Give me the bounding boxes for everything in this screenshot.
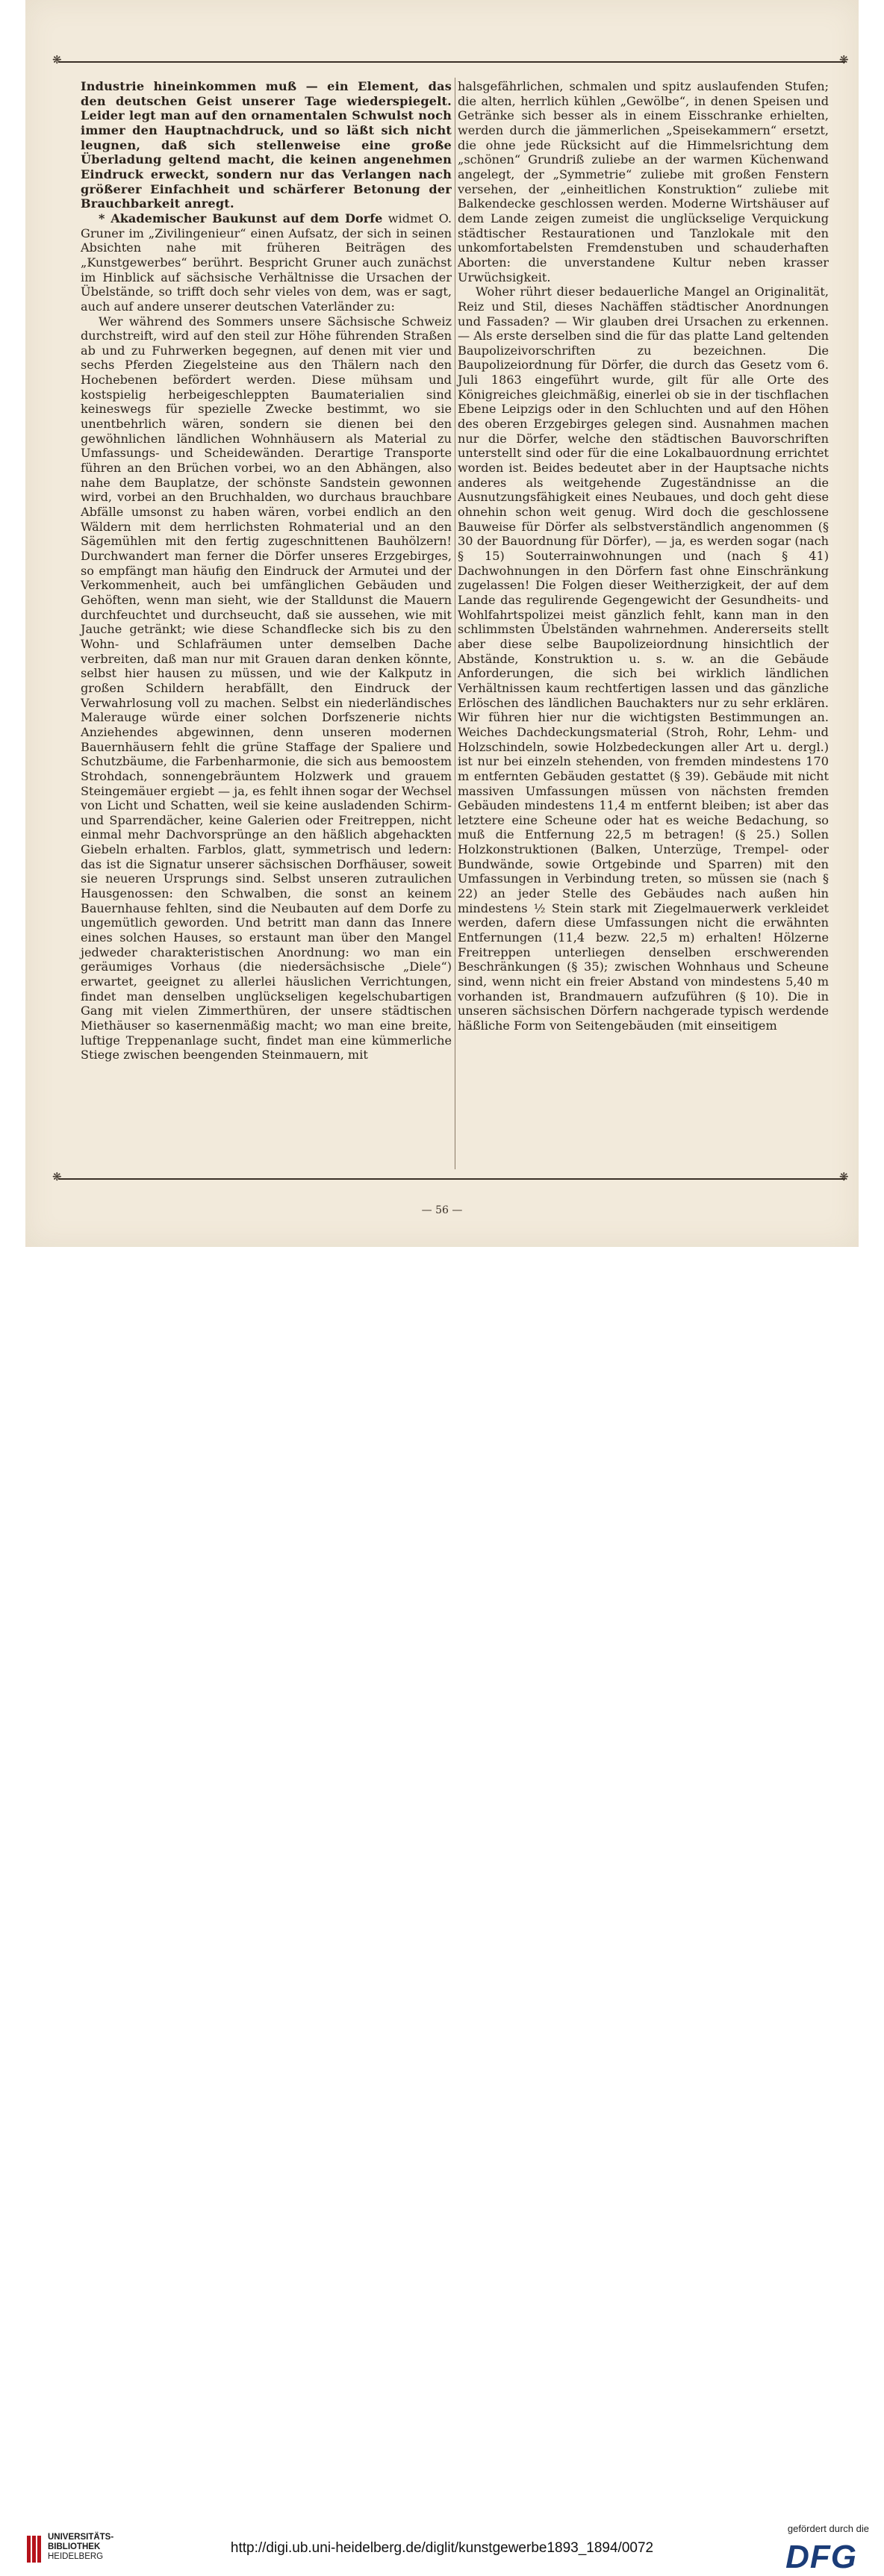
ornament-icon: ❋ [52,53,62,66]
page-number: — 56 — [421,1204,463,1216]
body-paragraph: Woher rührt dieser bedauerliche Mangel an Originalität, Reiz und Stil, dieses Nachäffen städtischer Anordnungen und Fassaden? — Wir glauben drei Ursachen zu erkennen. — Als erste derselben sind die für das platte Land geltenden Baupolizeivorschriften zu bezeichnen. Die Baupolizeiordnung für Dörfer, die durch das Gesetz vom 6. Juli 1863 eingeführt wurde, gilt für alle Orte des Königreiches gleichmäßig, einerlei ob sie in der tischflachen Ebene Leipzigs oder in den Schluchten und auf den Höhen des oberen Erzgebirges gelegen sind. Ausnahmen machen nur die Dörfer, welche den städtischen Bauvorschriften unterstellt sind oder für die eine Lokalbauordnung errichtet worden ist. Beides bedeutet aber in der Hauptsache nichts anderes als weitgehende Zugeständnisse an die Ausnutzungsfähigkeit eines Neubaues, und doch geht diese ohnehin schon weit genug. Wird doch die geschlossene Bauweise für Dörfer als selbstverständlich angenommen (§ 30 der Bauordnung für Dörfer), — ja, es werden sogar (nach § 15) Souterrainwohnungen und (nach § 41) Dachwohnungen in den Dörfern fast ohne Einschränkung zugelassen! Die Folgen dieser Weitherzigkeit, der auf dem Lande das regulirende Gegengewicht der Gesundheits- und Wohlfahrtspolizei meist gänzlich fehlt, kann man in den schlimmsten Übelständen wahrnehmen. Andererseits stellt aber diese selbe Baupolizeiordnung hinsichtlich der Abstände, Konstruktion u. s. w. an die Gebäude Anforderungen, die sich bei wirklich ländlichen Verhältnissen kaum rechtfertigen lassen und das gänzliche Erlöschen des ländlichen Bauchakters nur zu sehr erklären. Wir führen hier nur die wichtigsten Bestimmungen an. Weiches Dachdeckungsmaterial (Stroh, Rohr, Lehm- und Holzschindeln, sowie Holzbedeckungen aller Art u. dergl.) ist nur bei einzeln stehenden, von fremden mindestens 170 m entfernten Gebäuden gestattet (§ 39). Gebäude mit nicht massiven Umfassungen müssen von nächsten fremden Gebäuden mindestens 11,4 m entfernt bleiben; ist aber das letztere eine Scheune oder hat es weiche Bedachung, so muß die Entfernung 22,5 m betragen! (§ 25.) Sollen Holzkonstruktionen (Balken, Unterzüge, Trempel- oder Bundwände, sowie Ortgebinde und Sparren) mit den Umfassungen in Verbindung treten, so müssen sie (nach § 22) an jeder Stelle des Gebäudes nach außen hin mindestens ½ Stein stark mit Ziegelmauerwerk verkleidet werden, dafern diese Umfassungen nicht die erwähnten Entfernungen (11,4 bezw. 22,5 m) erhalten! Hölzerne Freitreppen unterliegen denselben erschwerenden Beschränkungen (§ 35); zwischen Wohnhaus und Scheune sind, wenn nicht ein freier Abstand von mindestens 5,40 m vorhanden ist, Brandmauern aufzuführen (§ 10). Die in unseren sächsischen Dörfern nachgerade typisch werdende häßliche Form von Seitengebäuden (mit einseitigem [458,284,829,1033]
body-paragraph: halsgefährlichen, schmalen und spitz auslaufenden Stufen; die alten, herrlich kühlen „Gewölbe“, in denen Speisen und Getränke sich besser als in einem Eisschranke erhielten, werden durch die jämmerlichen „Speisekammern“ ersetzt, die ohne jede Rücksicht auf die Himmelsrichtung dem „schönen“ Grundriß zuliebe an der warmen Küchenwand angelegt, der „Symmetrie“ zuliebe mit großen Fenstern versehen, der „einheitlichen Konstruktion“ zuliebe mit Balkendecke geschlossen werden. Moderne Wirtshäuser auf dem Lande zeigen zumeist die unglückselige Verquickung städtischer Restaurationen und Tanzlokale mit den unkomfortabelsten Fremdenstuben und schauderhaften Aborten: die unverstandene Kultur neben krasser Urwüchsigkeit. [458,79,829,284]
sponsor-label: gefördert durch die [787,2523,869,2534]
left-column [81,79,452,1063]
source-url-link[interactable]: http://digi.ub.uni-heidelberg.de/diglit/kunstgewerbe1893_1894/0072 [230,2540,654,2556]
ornament-icon: ❋ [839,53,849,66]
ornament-icon: ❋ [52,1170,62,1183]
dfg-logo: DFG [785,2539,857,2575]
section-heading: * Akademischer Baukunst auf dem Dorfe [99,211,383,225]
bottom-rule [58,1178,845,1180]
library-name: UNIVERSITÄTS- BIBLIOTHEK HEIDELBERG [48,2533,114,2561]
top-rule [58,61,845,63]
ornament-icon: ❋ [839,1170,849,1183]
section-text: widmet O. Gruner im „Zivilingenieur“ einen Aufsatz, der sich in seinen Absichten nahe mit früheren Beiträgen des „Kunstgewerbes“ berührt. Bespricht Gruner auch zunächst im Hinblick auf sächsische Verhältnisse die Ursachen der Übelstände, so trifft doch sehr vieles von dem, was er sagt, auch auf andere unserer deutschen Vaterländer zu: [81,211,452,314]
right-column [458,79,829,1033]
body-paragraph: Wer während des Sommers unsere Sächsische Schweiz durchstreift, wird auf den steil zur Höhe führenden Straßen ab und zu Fuhrwerken begegnen, auf denen mit vier und sechs Pferden Ziegelsteine aus den Thälern nach den Hochebenen befördert werden. Diese mühsam und kostspielig herbeigeschleppten Baumaterialien sind keineswegs für spezielle Zwecke bestimmt, wo sie unentbehrlich wären, sondern sie dienen bei den gewöhnlichen ländlichen Wohnhäusern als Material zu Umfassungs- und Scheidewänden. Derartige Transporte führen an den Brüchen vorbei, wo an den Abhängen, also nahe dem Bauplatze, der schönste Sandstein gewonnen wird, vorbei an den Bruchhalden, wo durchaus brauchbare Abfälle umsonst zu haben wären, vorbei endlich an den Wäldern mit dem herrlichsten Rohmaterial und an den Sägemühlen mit den fertig zugeschnittenen Bauhölzern! Durchwandert man ferner die Dörfer unseres Erzgebirges, so empfängt man häufig den Eindruck der Armutei und der Verkommenheit, auch bei umfänglichen Gebäuden und Gehöften, wenn man sieht, wie der Stalldunst die Mauern durchfeuchtet und durchseucht, daß sie aussehen, wie mit Jauche getränkt; wie diese Schandflecke sich bis zu den Wohn- und Schlafräumen unter demselben Dache verbreiten, daß man nur mit Grauen daran denken könnte, selbst hier hausen zu müssen, und wie der Kalkputz in großen Schildern herabfällt, den Eindruck der Verwahrlosung voll zu machen. Selbst ein niederländisches Malerauge würde einer solchen Dorfszenerie nichts Anziehendes abgewinnen, denn unseren modernen Bauernhäusern fehlt die grüne Staffage der Spaliere und Schutzbäume, die Farbenharmonie, die sich aus bemoostem Strohdach, sonnengebräuntem Holzwerk und grauem Steingemäuer ergiebt — ja, es fehlt ihnen sogar der Wechsel von Licht und Schatten, weil sie keine ausladenden Schirm- und Sparrendächer, keine Galerien oder Freitreppen, nicht einmal mehr Dachvorsprünge an den häßlich abgehackten Giebeln erhalten. Farblos, glatt, symmetrisch und ledern: das ist die Signatur unserer sächsischen Dorfhäuser, soweit sie neueren Ursprungs sind. Selbst unseren zutraulichen Hausgenossen: den Schwalben, die sonst an keinem Bauernhause fehlten, sind die Neubauten auf dem Dorfe zu ungemütlich geworden. Und betritt man dann das Innere eines solchen Hauses, so erstaunt man über den Mangel jedweder charakteristischen Anordnung: wo man ein geräumiges Vorhaus (die niedersächsische „Diele“) erwartet, geeignet zu allerlei häuslichen Verrichtungen, findet man denselben unglückseligen kegelschubartigen Gang mit vielen Zimmerthüren, der unsere städtischen Miethäuser so kasernenmäßig macht; wo man eine breite, luftige Treppenanlage sucht, findet man eine kümmerliche Stiege zwischen beengenden Steinmauern, mit [81,314,452,1063]
intro-paragraph: Industrie hineinkommen muß — ein Element, das den deutschen Geist unserer Tage wiederspiegelt. Leider legt man auf den ornamentalen Schwulst noch immer den Hauptnachdruck, und so läßt sich nicht leugnen, daß sich stellenweise eine große Überladung geltend macht, die keinen angenehmen Eindruck erweckt, sondern nur das Verlangen nach größerer Einfachheit und schärferer Betonung der Brauchbarkeit anregt. [81,79,452,211]
footer-bar [0,1247,884,2575]
section-paragraph [81,211,452,314]
